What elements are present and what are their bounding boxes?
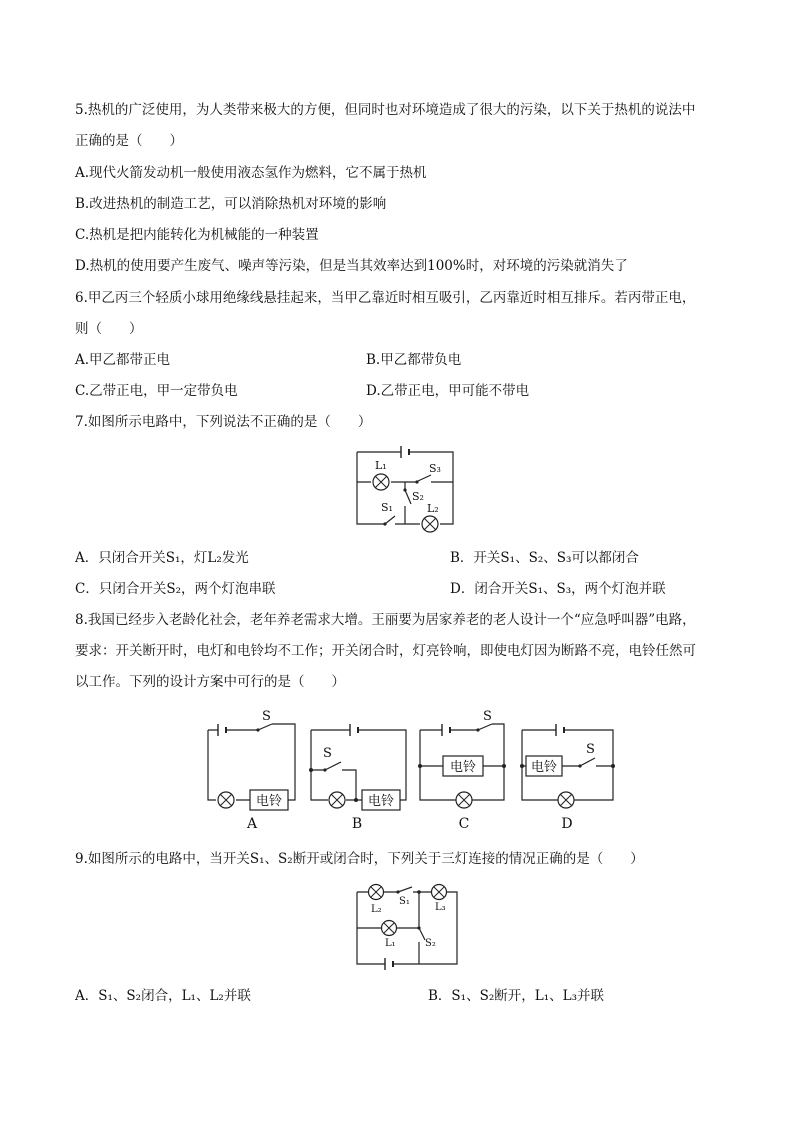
q8-d-bell-label: 电铃 (530, 760, 558, 775)
q8-b-bell-label: 电铃 (367, 794, 395, 809)
q9-option-a: A．S₁、S₂闭合，L₁、L₂并联 (75, 988, 251, 1004)
q6-option-c: C.乙带正电，甲一定带负电 (75, 383, 238, 399)
q8-a-bell-label: 电铃 (255, 794, 283, 809)
q8-c-bell-label: 电铃 (449, 760, 477, 775)
q7-option-d: D．闭合开关S₁、S₃，两个灯泡并联 (450, 581, 666, 597)
q9-label-l1: L₁ (385, 938, 396, 949)
q8-stem-line2: 要求：开关断开时，电灯和电铃均不工作；开关闭合时，灯亮铃响，即使电灯因为断路不亮，电铃任然可 (75, 643, 696, 659)
q8-c-switch-label: S (483, 709, 492, 724)
q5-option-c: C.热机是把内能转化为机械能的一种装置 (75, 227, 319, 243)
q8-b-option-label: B (351, 816, 363, 832)
q7-label-l1: L₁ (375, 459, 387, 472)
q8-a-option-label: A (246, 816, 258, 832)
q7-circuit-diagram (345, 444, 465, 532)
q8-b-switch-label: S (323, 746, 332, 761)
q5-option-b: B.改进热机的制造工艺，可以消除热机对环境的影响 (75, 196, 387, 212)
q9-label-s2: S₂ (425, 938, 436, 949)
q8-c-option-label: C (458, 816, 470, 832)
q7-stem: 7.如图所示电路中，下列说法不正确的是（ ） (75, 414, 372, 430)
q7-label-s3: S₃ (429, 462, 441, 475)
q8-circuit-diagrams (170, 704, 620, 834)
q7-label-s2: S₂ (412, 490, 424, 503)
q8-a-switch-label: S (262, 709, 271, 724)
q8-d-option-label: D (561, 816, 573, 832)
q9-label-s1: S₁ (399, 896, 410, 907)
q5-stem-line2: 正确的是（ ） (75, 133, 183, 149)
q8-stem-line1: 8.我国已经步入老龄化社会，老年养老需求大增。王丽要为居家养老的老人设计一个“应急呼叫器”电路， (75, 612, 696, 628)
q8-d-switch-label: S (586, 742, 595, 757)
q6-stem-line1: 6.甲乙丙三个轻质小球用绝缘线悬挂起来，当甲乙靠近时相互吸引，乙丙靠近时相互排斥。若丙带正电， (75, 290, 696, 306)
q8-circuit-c (418, 709, 506, 832)
q9-stem: 9.如图所示的电路中，当开关S₁、S₂断开或闭合时，下列关于三灯连接的情况正确的是（ ） (75, 851, 644, 867)
q7-option-a: A．只闭合开关S₁，灯L₂发光 (75, 550, 249, 566)
q8-stem-line3: 以工作。下列的设计方案中可行的是（ ） (75, 674, 345, 690)
q7-option-b: B．开关S₁、S₂、S₃可以都闭合 (450, 550, 639, 566)
q9-label-l2: L₂ (371, 904, 382, 915)
q8-circuit-d (520, 724, 615, 832)
q6-option-a: A.甲乙都带正电 (75, 352, 171, 368)
q7-option-c: C．只闭合开关S₂，两个灯泡串联 (75, 581, 276, 597)
q5-option-d: D.热机的使用要产生废气、噪声等污染，但是当其效率达到100%时，对环境的污染就消失了 (75, 258, 628, 274)
q9-label-l3: L₃ (435, 902, 446, 913)
q6-option-d: D.乙带正电，甲可能不带电 (366, 383, 530, 399)
q8-circuit-a (208, 709, 295, 832)
q7-label-l2: L₂ (427, 502, 439, 515)
q6-stem-line2: 则（ ） (75, 321, 143, 337)
q9-circuit-diagram (347, 880, 467, 972)
q8-circuit-b (309, 724, 406, 832)
q5-option-a: A.现代火箭发动机一般使用液态氢作为燃料，它不属于热机 (75, 165, 427, 181)
q6-option-b: B.甲乙都带负电 (366, 352, 462, 368)
q7-label-s1: S₁ (381, 501, 393, 514)
q5-stem-line1: 5.热机的广泛使用，为人类带来极大的方便，但同时也对环境造成了很大的污染，以下关于热机的说法中 (75, 102, 696, 118)
q9-option-b: B．S₁、S₂断开，L₁、L₃并联 (428, 988, 604, 1004)
